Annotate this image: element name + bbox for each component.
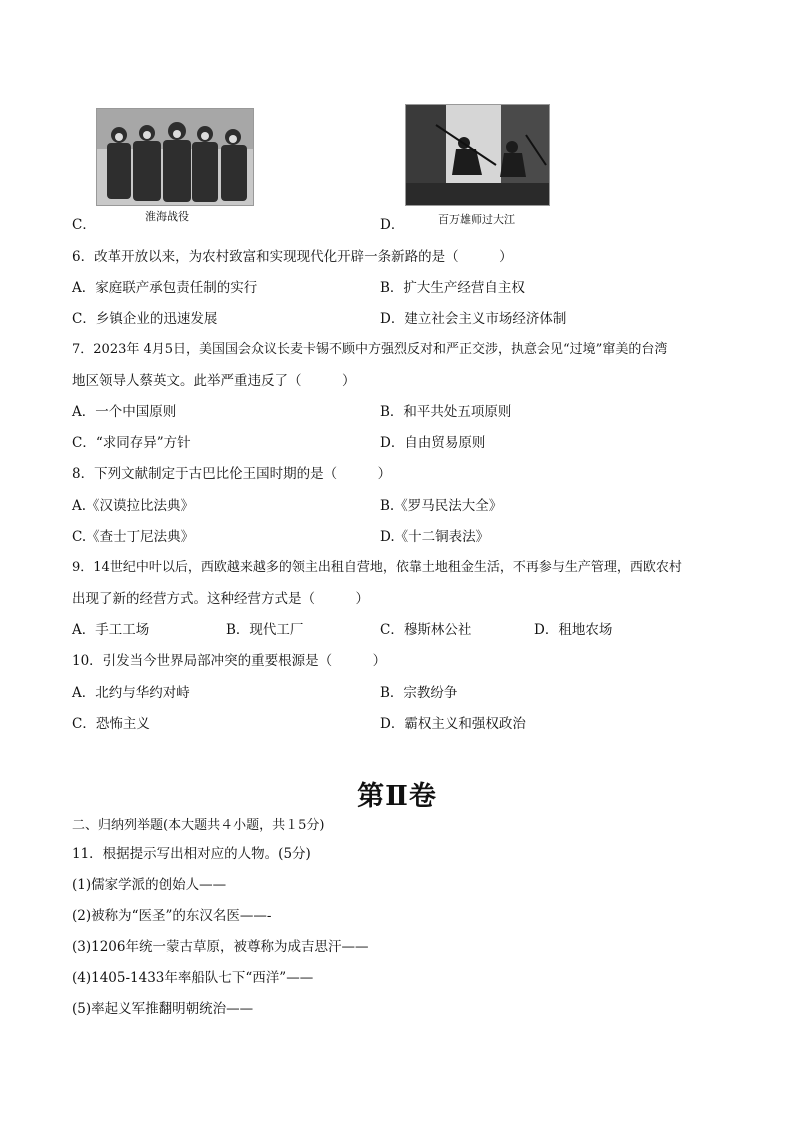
q10-option-a: A．北约与华约对峙	[72, 685, 190, 701]
q8-option-b: B.《罗马民法大全》	[380, 498, 503, 514]
q9-option-b: B．现代工厂	[226, 622, 304, 638]
q7-stem-line1: 7．2023年 4月5日，美国国会众议长麦卡锡不顾中方强烈反对和严正交涉，执意会见“过境”窜美的台湾	[72, 342, 668, 357]
q5-option-c-label: C．	[72, 217, 96, 233]
section-2-heading: 二、归纳列举题(本大题共４小题，共１5分)	[72, 818, 325, 833]
q6-option-b: B．扩大生产经营自主权	[380, 280, 525, 296]
q11-stem: 11．根据提示写出相对应的人物。(5分)	[72, 846, 311, 862]
q7-stem-line2: 地区领导人蔡英文。此举严重违反了（ ）	[72, 373, 356, 389]
q9-option-c: C．穆斯林公社	[380, 622, 472, 638]
huaihai-campaign-photo	[96, 108, 254, 206]
q11-item-4: (4)1405-1433年率船队七下“西洋”——	[72, 970, 314, 986]
q6-option-d: D．建立社会主义市场经济体制	[380, 311, 567, 327]
q9-option-d: D．租地农场	[534, 622, 613, 638]
q11-item-1: (1)儒家学派的创始人——	[72, 877, 227, 893]
section-2-title: 第Ⅱ卷	[357, 781, 437, 812]
crossing-yangtze-photo	[405, 104, 550, 206]
q6-stem: 6．改革开放以来，为农村致富和实现现代化开辟一条新路的是（ ）	[72, 249, 513, 265]
q9-stem-line1: 9．14世纪中叶以后，西欧越来越多的领主出租自营地，依靠土地租金生活，不再参与生产管理，西欧农村	[72, 560, 682, 575]
q7-option-d: D．自由贸易原则	[380, 435, 486, 451]
q7-option-c: C．“求同存异”方针	[72, 435, 191, 451]
q5-option-c-caption: 淮海战役	[145, 210, 189, 223]
q8-option-a: A.《汉谟拉比法典》	[72, 498, 195, 514]
q11-item-5: (5)率起义军推翻明朝统治——	[72, 1001, 254, 1017]
soldiers-crossing-illustration	[406, 105, 549, 205]
q11-item-3: (3)1206年统一蒙古草原，被尊称为成吉思汗——	[72, 939, 369, 955]
q6-option-a: A．家庭联产承包责任制的实行	[72, 280, 258, 296]
q6-option-c: C．乡镇企业的迅速发展	[72, 311, 218, 327]
q10-option-b: B．宗教纷争	[380, 685, 458, 701]
q10-option-d: D．霸权主义和强权政治	[380, 716, 526, 732]
q7-option-b: B．和平共处五项原则	[380, 404, 512, 420]
q8-stem: 8．下列文献制定于古巴比伦王国时期的是（ ）	[72, 466, 392, 482]
q11-item-2: (2)被称为“医圣”的东汉名医——-	[72, 908, 272, 924]
q8-option-c: C.《查士丁尼法典》	[72, 529, 195, 545]
q9-option-a: A．手工工场	[72, 622, 150, 638]
q9-stem-line2: 出现了新的经营方式。这种经营方式是（ ）	[72, 591, 369, 607]
q8-option-d: D.《十二铜表法》	[380, 529, 490, 545]
q5-option-d-label: D．	[380, 217, 405, 233]
generals-group-illustration	[97, 109, 253, 205]
q7-option-a: A．一个中国原则	[72, 404, 177, 420]
q10-option-c: C．恐怖主义	[72, 716, 150, 732]
q10-stem: 10．引发当今世界局部冲突的重要根源是（ ）	[72, 653, 387, 669]
q5-option-d-caption: 百万雄师过大江	[438, 213, 515, 226]
